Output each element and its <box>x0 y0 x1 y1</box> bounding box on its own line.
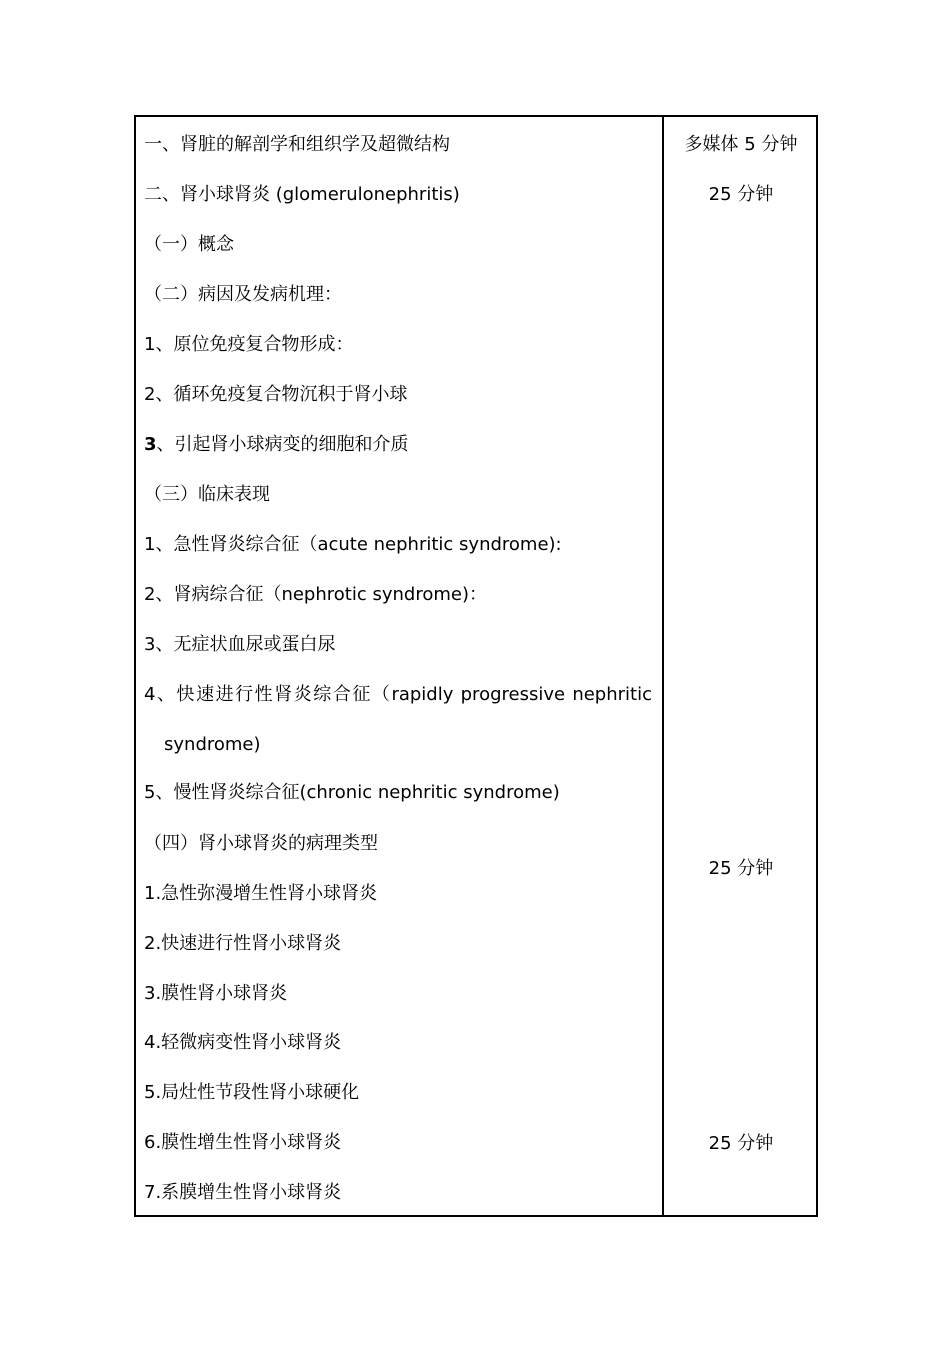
content-line: 二、肾小球肾炎 (glomerulonephritis) <box>144 184 460 205</box>
content-line: 2、肾病综合征（nephrotic syndrome)： <box>144 584 487 605</box>
content-line: 6.膜性增生性肾小球肾炎 <box>144 1132 342 1153</box>
content-line: 1.急性弥漫增生性肾小球肾炎 <box>144 883 378 904</box>
content-line: 3、无症状血尿或蛋白尿 <box>144 634 336 655</box>
content-line: （一）概念 <box>144 234 234 255</box>
content-line: syndrome) <box>164 734 261 755</box>
content-line: （三）临床表现 <box>144 484 270 505</box>
lesson-plan-table <box>134 115 818 1217</box>
content-line <box>144 433 409 457</box>
time-allocation: 25 分钟 <box>708 858 774 879</box>
content-line: 7.系膜增生性肾小球肾炎 <box>144 1182 342 1203</box>
content-line: 2、循环免疫复合物沉积于肾小球 <box>144 384 408 405</box>
content-line: （二）病因及发病机理： <box>144 284 342 305</box>
time-allocation: 25 分钟 <box>708 184 774 205</box>
content-line: 4、快速进行性肾炎综合征（rapidly progressive nephritic <box>144 684 652 705</box>
content-line: 1、急性肾炎综合征（acute nephritic syndrome): <box>144 534 562 555</box>
time-allocation: 25 分钟 <box>708 1133 774 1154</box>
time-allocation: 多媒体 5 分钟 <box>684 134 798 155</box>
content-line: 一、肾脏的解剖学和组织学及超微结构 <box>144 134 450 155</box>
content-line: 2.快速进行性肾小球肾炎 <box>144 933 342 954</box>
content-line: 1、原位免疫复合物形成： <box>144 334 354 355</box>
content-line: （四）肾小球肾炎的病理类型 <box>144 833 378 854</box>
content-line: 3.膜性肾小球肾炎 <box>144 983 288 1004</box>
content-line-text: 、引起肾小球病变的细胞和介质 <box>156 434 409 455</box>
content-line-number: 3 <box>144 434 157 455</box>
content-line: 5.局灶性节段性肾小球硬化 <box>144 1082 360 1103</box>
column-divider <box>662 117 664 1215</box>
content-line: 5、慢性肾炎综合征(chronic nephritic syndrome) <box>144 782 560 803</box>
content-line: 4.轻微病变性肾小球肾炎 <box>144 1032 342 1053</box>
